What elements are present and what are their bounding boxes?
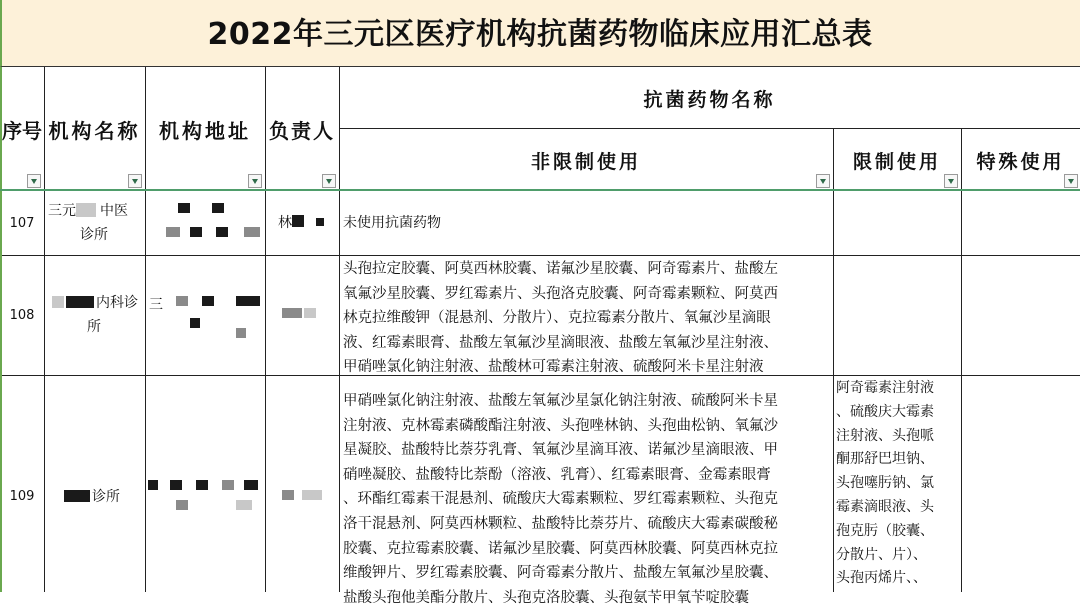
redaction-mark — [196, 480, 208, 490]
header-person-in-charge: 负责人 — [269, 118, 335, 143]
redaction-mark — [316, 218, 324, 226]
drug-line: 星凝胶、盐酸特比萘芬乳膏、氧氟沙星滴耳液、诺氟沙星滴眼液、甲 — [343, 442, 778, 459]
redaction-mark — [302, 490, 322, 500]
drug-line: 头孢丙烯片、、 — [836, 570, 927, 587]
redaction-mark — [282, 308, 302, 318]
row-107-org-name-line3: 诊所 — [80, 227, 108, 243]
filter-dropdown-unrestricted[interactable] — [816, 174, 830, 188]
drug-line: 头孢拉定胶囊、阿莫西林胶囊、诺氟沙星胶囊、阿奇霉素片、盐酸左 — [343, 261, 778, 277]
row-108-seq: 108 — [9, 308, 35, 323]
redaction-mark — [202, 296, 214, 306]
drug-line: 维酸钾片、罗红霉素胶囊、阿奇霉素分散片、盐酸左氧氟沙星胶囊、 — [343, 565, 778, 582]
drug-line: 注射液、头孢哌 — [836, 427, 934, 444]
redaction-mark — [236, 500, 252, 510]
filter-dropdown-seq[interactable] — [27, 174, 41, 188]
page-title: 2022年三元区医疗机构抗菌药物临床应用汇总表 — [207, 17, 873, 52]
row-108-org-name-line1: 内科诊 — [96, 295, 138, 311]
redaction-mark — [64, 490, 90, 502]
drug-line: 甲硝唑氯化钠注射液、盐酸林可霉素注射液、硫酸阿米卡星注射液 — [343, 359, 764, 376]
row-107-org-name-line1 — [48, 202, 76, 221]
redaction-mark — [216, 227, 228, 237]
grid-line — [833, 128, 834, 592]
drug-line: 、环酯红霉素干混悬剂、硫酸庆大霉素颗粒、罗红霉素颗粒、头孢克 — [343, 491, 778, 508]
row-108-org-name-line2: 所 — [87, 319, 101, 335]
redaction-mark — [244, 480, 258, 490]
redaction-mark — [304, 308, 316, 318]
header-restricted: 限制使用 — [852, 150, 941, 173]
row-109-restricted — [836, 377, 960, 592]
drug-line: 霉素滴眼液、头 — [836, 498, 934, 515]
drug-line: 盐酸头孢他美酯分散片、头孢克洛胶囊、头孢氨苄甲氧苄啶胶囊 — [343, 589, 749, 606]
redaction-mark — [292, 215, 304, 227]
header-org-address: 机构地址 — [159, 118, 251, 143]
redaction-mark — [148, 480, 158, 490]
drug-line: 孢克肟（胶囊、 — [836, 522, 934, 539]
redaction-mark — [178, 203, 190, 213]
redaction-mark — [236, 328, 246, 338]
drug-line: 洛干混悬剂、阿莫西林颗粒、盐酸特比萘芬片、硫酸庆大霉素碳酸秘 — [343, 515, 778, 532]
grid-line — [961, 128, 962, 592]
redaction-mark — [190, 318, 200, 328]
redaction-mark — [176, 500, 188, 510]
drug-line: 胶囊、克拉霉素胶囊、诺氟沙星胶囊、阿莫西林胶囊、阿莫西林克拉 — [343, 540, 778, 557]
filter-dropdown-org-address[interactable] — [248, 174, 262, 188]
redaction-mark — [166, 227, 180, 237]
drug-line: 注射液、克林霉素磷酸酯注射液、头孢唑林钠、头孢曲松钠、氧氟沙 — [343, 417, 778, 434]
redaction-mark — [176, 296, 188, 306]
header-antibiotic-names: 抗菌药物名称 — [643, 88, 776, 111]
row-107-person-glyph: 林 — [278, 215, 292, 231]
redaction-mark — [244, 227, 260, 237]
drug-line: 阿奇霉素注射液 — [836, 380, 934, 396]
filter-dropdown-org-name[interactable] — [128, 174, 142, 188]
row-108-unrestricted — [343, 257, 831, 375]
filter-dropdown-restricted[interactable] — [944, 174, 958, 188]
drug-line: 林克拉维酸钾（混悬剂、分散片）、克拉霉素分散片、氧氟沙星滴眼 — [343, 310, 771, 327]
header-org-name: 机构名称 — [48, 118, 141, 143]
redaction-mark — [52, 296, 64, 308]
filter-dropdown-special[interactable] — [1064, 174, 1078, 188]
row-107-org-name-part2-wrap — [100, 202, 128, 221]
row-109-org-name: 诊所 — [92, 489, 120, 505]
redaction-mark — [190, 227, 202, 237]
drug-line: 头孢噻肟钠、氯 — [836, 475, 934, 492]
drug-line: 氧氟沙星胶囊、罗红霉素片、头孢洛克胶囊、阿奇霉素颗粒、阿莫西 — [343, 285, 778, 302]
redaction-mark — [76, 203, 96, 217]
row-109-unrestricted — [343, 389, 831, 606]
row-107-unrestricted: 未使用抗菌药物 — [343, 214, 441, 231]
filter-dropdown-person[interactable] — [322, 174, 336, 188]
drug-line: 甲硝唑氯化钠注射液、盐酸左氧氟沙星氯化钠注射液、硫酸阿米卡星 — [343, 393, 778, 409]
drug-line: 液、红霉素眼膏、盐酸左氧氟沙星滴眼液、盐酸左氧氟沙星注射液、 — [343, 334, 778, 351]
redaction-mark — [222, 480, 234, 490]
header-unrestricted: 非限制使用 — [530, 150, 641, 173]
drug-line: 酮那舒巴坦钠、 — [836, 451, 934, 468]
grid-line — [0, 255, 1080, 256]
drug-line: 、硫酸庆大霉素 — [836, 403, 934, 420]
drug-line: 硝唑凝胶、盐酸特比萘酚（溶液、乳膏）、红霉素眼膏、金霉素眼膏 — [343, 466, 771, 483]
header-special: 特殊使用 — [976, 150, 1065, 173]
redaction-mark — [212, 203, 224, 213]
row-109-seq: 109 — [9, 488, 35, 504]
row-107-seq: 107 — [9, 215, 35, 231]
drug-line: 分散片、片）、 — [836, 546, 927, 563]
row-107-org-name-part2: 中医 — [100, 203, 128, 219]
row-108-address-glyph: 三 — [149, 297, 163, 313]
redaction-mark — [282, 490, 294, 500]
redaction-mark — [236, 296, 260, 306]
row-107-org-name-part1: 三元 — [48, 203, 76, 219]
header-seq: 序号 — [2, 118, 42, 143]
redaction-mark — [170, 480, 182, 490]
redaction-mark — [66, 296, 94, 308]
